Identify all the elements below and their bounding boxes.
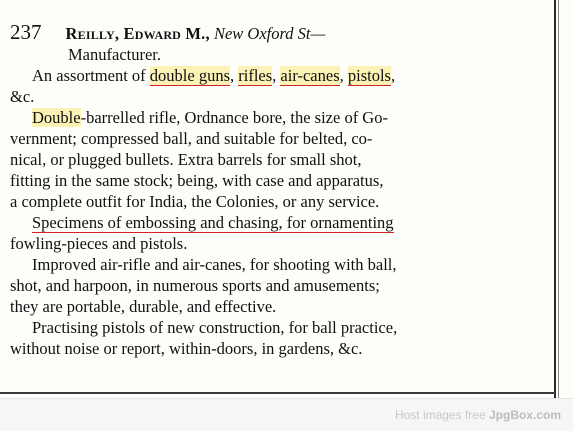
catalogue-entry	[10, 22, 555, 359]
exhibitor-address: New Oxford St—	[213, 24, 326, 43]
separator: ,	[230, 66, 235, 85]
entry-number: 237	[10, 22, 42, 44]
host-footer-bar	[0, 398, 573, 431]
separator: ,	[390, 66, 396, 85]
double-guns-term: double guns	[150, 66, 230, 86]
separator: ,	[272, 66, 277, 85]
rifle-line-3: nical, or plugged bullets. Extra barrels for small shot,	[10, 150, 362, 169]
entry-heading	[10, 22, 555, 44]
air-canes-term: air-canes	[280, 66, 339, 86]
exhibitor-occupation: Manufacturer.	[68, 45, 161, 64]
paragraph-assortment	[10, 65, 555, 86]
pistols-line-1: Practising pistols of new construction, for ball practice,	[32, 318, 398, 337]
host-watermark-brand: JpgBox.com	[488, 408, 561, 422]
pistols-term: pistols	[348, 66, 391, 86]
specimens-underlined: Specimens of embossing and chasing, for ornamenting	[32, 213, 394, 233]
double-term: Double	[32, 108, 81, 127]
rifle-line-1	[10, 107, 555, 128]
assortment-lead: An assortment of	[32, 66, 146, 85]
page-edge-right-shadow	[558, 0, 559, 398]
pistols-line-2: without noise or report, within-doors, in gardens, &c.	[10, 339, 363, 358]
assortment-line-2: &c.	[10, 87, 35, 106]
host-watermark[interactable]	[395, 408, 561, 422]
air-rifle-line-2: shot, and harpoon, in numerous sports and amusements;	[10, 276, 380, 295]
separator: ,	[339, 66, 344, 85]
air-rifle-line-1: Improved air-rifle and air-canes, for shooting with ball,	[32, 255, 397, 274]
exhibitor-name: Reilly, Edward M.,	[65, 24, 210, 43]
rifle-line-1-rest: -barrelled rifle, Ordnance bore, the size of Go-	[80, 108, 388, 127]
host-watermark-prefix: Host images free	[394, 408, 486, 422]
rifle-line-5: a complete outfit for India, the Colonies, or any service.	[10, 192, 380, 211]
air-rifle-line-3: they are portable, durable, and effective.	[10, 297, 277, 316]
rifle-line-2: vernment; compressed ball, and suitable for belted, co-	[10, 129, 373, 148]
specimens-line-2: fowling-pieces and pistols.	[10, 234, 188, 253]
rifles-term: rifles	[238, 66, 272, 86]
page-edge-bottom	[0, 392, 556, 394]
specimens-line-1	[10, 212, 555, 233]
rifle-line-4: fitting in the same stock; being, with case and apparatus,	[10, 171, 384, 190]
